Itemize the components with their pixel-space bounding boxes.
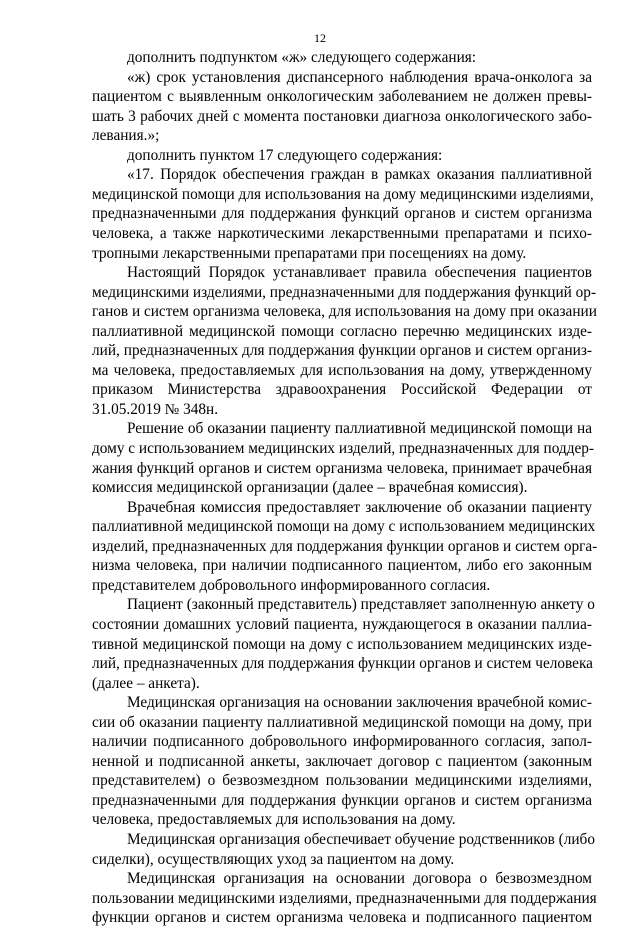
text-line: сиделки), осуществляющих уход за пациентом на дому.: [92, 850, 455, 868]
text-line: предназначенными для поддержания функции органов и систем организма: [92, 791, 592, 809]
text-line: человека, а также наркотическими лекарственными препаратами и психо-: [92, 224, 592, 242]
text-line: паллиативной медицинской помощи на дому с использованием медицинских: [92, 518, 596, 536]
text-line: комиссия медицинской организации (далее – врачебная комиссия).: [92, 479, 528, 497]
text-line: дому с использованием медицинских изделий, предназначенных для поддер-: [92, 440, 595, 457]
text-line: низма человека, при наличии подписанного пациентом, либо его законным: [92, 557, 592, 575]
text-line: Врачебная комиссия предоставляет заключение об оказании пациенту: [127, 498, 592, 516]
text-line: представителем добровольного информированного согласия.: [92, 576, 491, 594]
text-line: ненной и подписанной анкеты, заключает договор с пациентом (законным: [92, 752, 592, 770]
text-line: изделий, предназначенных для поддержания функции органов и систем орга-: [92, 537, 598, 555]
text-line: Решение об оказании пациенту паллиативной медицинской помощи на: [127, 420, 592, 438]
text-line: предназначенными для поддержания функций органов и систем организма: [92, 205, 592, 223]
page-number: 12: [314, 31, 326, 45]
text-line: пациентом с выявленным онкологическим заболеванием не должен превы-: [92, 88, 592, 106]
text-line: дополнить подпунктом «ж» следующего содержания:: [127, 49, 477, 66]
text-line: жания функций органов и систем организма человека, принимает врачебная: [92, 459, 592, 477]
text-line: лий, предназначенных для поддержания функции органов и систем организ-: [92, 342, 592, 360]
text-line: (далее – анкета).: [92, 674, 200, 692]
text-line: медицинскими изделиями, предназначенными для поддержания функций ор-: [92, 283, 597, 301]
text-line: «17. Порядок обеспечения граждан в рамках оказания паллиативной: [127, 166, 592, 184]
text-line: 31.05.2019 № 348н.: [92, 400, 219, 418]
text-line: состоянии домашних условий пациента, нуждающегося в оказании паллиа-: [92, 615, 592, 633]
text-line: «ж) срок установления диспансерного наблюдения врача-онколога за: [127, 68, 592, 86]
text-line: Медицинская организация на основании заключения врачебной комис-: [127, 694, 592, 712]
text-line: пользовании медицинскими изделиями, предназначенными для поддержания: [92, 889, 597, 907]
text-line: функции органов и систем организма человека и подписанного пациентом: [92, 909, 592, 927]
text-line: лий, предназначенных для поддержания функции органов и систем человека: [92, 655, 593, 673]
text-line: Медицинская организация обеспечивает обучение родственников (либо: [127, 831, 595, 848]
text-line: приказом Министерства здравоохранения Российской Федерации от: [92, 381, 592, 399]
text-line: тивной медицинской помощи на дому с использованием медицинских изде-: [92, 635, 592, 653]
text-line: шать 3 рабочих дней с момента постановки диагноза онкологического забо-: [92, 107, 592, 125]
text-line: медицинской помощи для использования на дому медицинскими изделиями,: [92, 185, 594, 203]
text-line: Медицинская организация на основании договора о безвозмездном: [127, 870, 592, 888]
text-line: представителем) о безвозмездном пользовании медицинскими изделиями,: [92, 772, 592, 790]
text-line: человека, предоставляемых для использования на дому.: [92, 811, 456, 829]
text-line: паллиативной медицинской помощи согласно перечню медицинских изде-: [92, 322, 592, 340]
text-line: дополнить пунктом 17 следующего содержания:: [127, 146, 443, 164]
text-line: Пациент (законный представитель) представляет заполненную анкету о: [127, 596, 595, 614]
text-line: ганов и систем организма человека, для использования на дому при оказании: [92, 303, 597, 321]
text-line: ма человека, предоставляемых для использования на дому, утвержденному: [92, 361, 592, 379]
text-line: Настоящий Порядок устанавливает правила обеспечения пациентов: [127, 264, 592, 282]
text-line: сии об оказании пациенту паллиативной медицинской помощи на дому, при: [92, 713, 592, 731]
text-line: левания.»;: [92, 127, 160, 145]
text-line: тропными лекарственными препаратами при посещениях на дому.: [92, 244, 527, 262]
text-line: наличии подписанного добровольного информированного согласия, запол-: [92, 733, 592, 751]
